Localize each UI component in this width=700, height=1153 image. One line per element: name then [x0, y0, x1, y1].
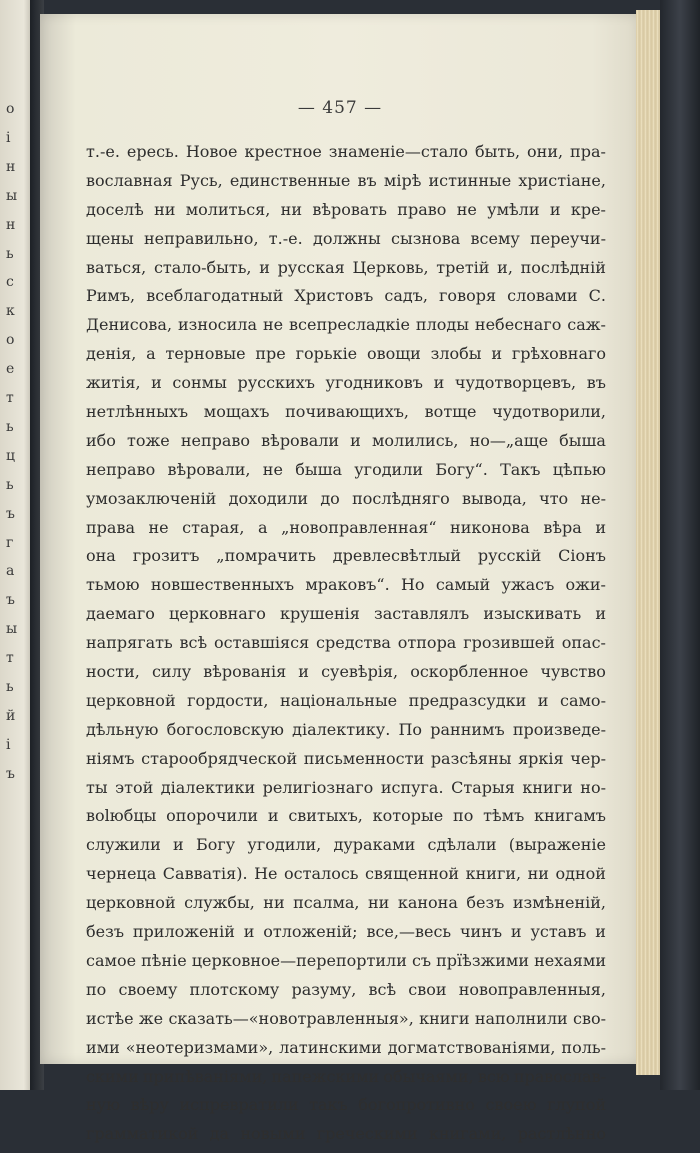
left-page-fragment: ъ	[6, 765, 15, 782]
left-page-fragment: й	[6, 707, 16, 724]
text-line: т.-е. ересь. Новое крестное знаменіе—стало быть, они, пра-	[86, 142, 606, 161]
text-line: неправо вѣровали, не быша угодили Богу“. Такъ цѣпью	[86, 459, 606, 479]
left-page-fragment: о	[6, 101, 15, 117]
text-line: вolюбцы опорочили и свитыхъ, которые по тѣмъ книгамъ	[86, 806, 606, 826]
text-line: дѣльную богословскую діалектику. По раннимъ произведе-	[86, 719, 606, 739]
page-edges	[636, 10, 660, 1075]
book-page	[40, 14, 640, 1144]
left-page-fragment: ц	[6, 447, 16, 464]
text-line: ваться, стало-быть, и русская Церковь, третій и, послѣдній	[86, 257, 606, 277]
left-page-fragment: а	[6, 563, 15, 580]
text-line: умозаключеній доходили до послѣдняго вывода, что не-	[86, 488, 606, 508]
text-line: доселѣ ни молиться, ни вѣровать право не умѣли и кре-	[86, 199, 606, 219]
left-page-fragment: i	[6, 129, 11, 146]
text-line: по своему плотскому разуму, всѣ свои новоправленныя,	[86, 979, 606, 999]
left-page-fragment: ь	[6, 476, 14, 493]
text-line: напрягать всѣ оставшіяся средства отпора грозившей опас-	[86, 633, 606, 653]
text-line: нетлѣнныхъ мощахъ почивающихъ, вотще чудотворили,	[86, 402, 606, 422]
left-page-fragment: н	[6, 158, 16, 175]
left-page-fragment: т	[6, 390, 14, 406]
left-page-fragment: е	[6, 361, 15, 378]
left-page-fragment: ь	[6, 245, 14, 262]
left-page-fragment: г	[6, 534, 14, 551]
text-line: церковной гордости, національные предразсудки и само-	[86, 690, 606, 710]
text-line: скими припѣваніями, папежскими обычаями, всю православ-	[86, 1066, 606, 1086]
left-page-fragment: ъ	[6, 505, 15, 522]
left-page-fragment: н	[6, 216, 16, 233]
left-page-fragment: к	[6, 303, 15, 320]
text-line: Римъ, всеблагодатный Христовъ садъ, говоря словами С.	[86, 286, 606, 306]
text-line: безъ приложеній и отложеній; все,—весь чинъ и уставъ и	[86, 922, 606, 942]
text-line: грамматикой да новыми греческими книгами, растлѣнно	[86, 1124, 606, 1144]
text-line: вославная Русь, единственные въ мірѣ истинные христіане,	[86, 170, 606, 190]
left-page-fragment: ь	[6, 679, 14, 695]
text-line: денія, а терновые пре горькіе овощи злобы и грѣховнаго	[86, 344, 606, 364]
left-page-fragment: ы	[6, 621, 18, 638]
text-line: она грозитъ „помрачить древлесвѣтлый русскій Сіонъ	[86, 546, 606, 566]
text-line: ности, силу вѣрованія и суевѣрія, оскорбленное чувство	[86, 662, 606, 682]
left-page-fragment: ы	[6, 187, 18, 204]
text-line: даемаго церковнаго крушенія заставлялъ изыскивать и	[86, 604, 606, 624]
text-line: самое пѣніе церковное—перепортили съ прїѣзжими нехаями	[86, 950, 606, 970]
text-line: ніямъ старообрядческой письменности разсѣяны яркія чер-	[86, 748, 606, 768]
left-facing-page	[0, 0, 34, 1090]
text-line: истѣе же сказать—«новотравленныя», книги наполнили сво-	[86, 1008, 606, 1028]
text-line: церковной службы, ни псалма, ни канона безъ измѣненій,	[86, 893, 606, 913]
page-text	[86, 142, 606, 1153]
text-line: служили и Богу угодили, дураками сдѣлали (выраженіе	[86, 835, 606, 855]
text-line: чернеца Савватія). Не осталось священной книги, ни одной	[86, 864, 606, 884]
text-line: ную вѣру испревратили такъ богопротивно своею глупой	[86, 1095, 606, 1115]
left-page-fragment: т	[6, 650, 14, 667]
text-line: тьмою новшественныхъ мраковъ“. Но самый ужасъ ожи-	[86, 575, 606, 595]
text-line: Денисова, износила не всепресладкіе плоды небеснаго саж-	[86, 315, 606, 335]
text-line: житія, и сонмы русскихъ угодниковъ и чудотворцевъ, въ	[86, 373, 606, 393]
text-line: ими «неотеризмами», латинскими догматствованіями, поль-	[86, 1037, 606, 1057]
left-page-fragment: ъ	[6, 592, 15, 609]
book-cover	[660, 0, 700, 1090]
page-number: — 457 —	[297, 98, 383, 118]
left-page-fragment: о	[6, 332, 15, 349]
text-line: ты этой діалектики религіознаго испуга. Старыя книги но-	[86, 777, 606, 797]
text-line: щены неправильно, т.-е. должны сызнова всему переучи-	[86, 228, 606, 248]
left-page-fragment: і	[6, 736, 11, 753]
left-page-fragment: с	[6, 274, 14, 291]
left-page-fragment: ь	[6, 418, 14, 435]
text-line: ибо тоже неправо вѣровали и молились, но—„аще быша	[86, 430, 606, 450]
text-line: права не старая, а „новоправленная“ никонова вѣра и	[86, 517, 606, 537]
